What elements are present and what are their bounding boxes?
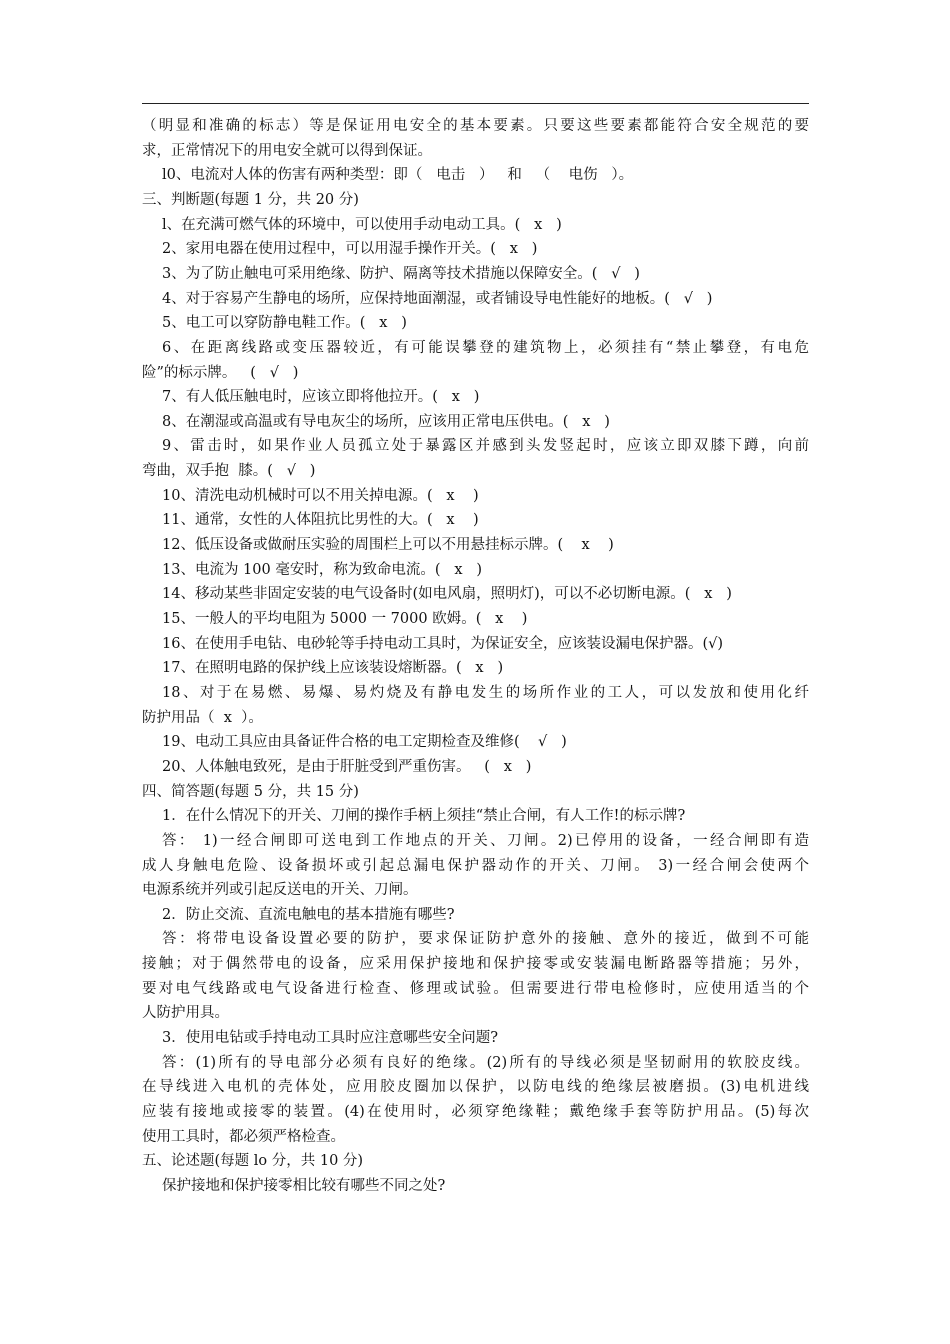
text-line: 要对电气线路或电气设备进行检查、修理或试验。但需要进行带电检修时，应使用适当的个 bbox=[142, 980, 809, 997]
text-line: 4、对于容易产生静电的场所，应保持地面潮湿，或者铺设导电性能好的地板。( √ ) bbox=[162, 290, 713, 307]
text-line: 答：(1)所有的导电部分必须有良好的绝缘。(2)所有的导线必须是坚韧耐用的软胶皮线。 bbox=[162, 1054, 809, 1071]
text-line: 接触；对于偶然带电的设备，应采用保护接地和保护接零或安装漏电断路器等措施；另外， bbox=[142, 956, 809, 973]
text-line: 险”的标示牌。 ( √ ) bbox=[142, 364, 299, 381]
text-line: 20、人体触电致死，是由于肝脏受到严重伤害。 ( x ) bbox=[162, 758, 532, 775]
text-line: 6、在距离线路或变压器较近，有可能误攀登的建筑物上，必须挂有“禁止攀登，有电危 bbox=[162, 339, 809, 356]
text-line: 18、对于在易燃、易爆、易灼烧及有静电发生的场所作业的工人，可以发放和使用化纤 bbox=[162, 684, 809, 701]
text-line: 防护用品（ x ）。 bbox=[142, 709, 263, 726]
text-line: l0、电流对人体的伤害有两种类型：即（ 电击 ） 和 （ 电伤 ）。 bbox=[162, 167, 634, 184]
text-line: （明显和准确的标志）等是保证用电安全的基本要素。只要这些要素都能符合安全规范的要 bbox=[142, 118, 809, 134]
text-line: 15、一般人的平均电阻为 5000 一 7000 欧姆。( x ) bbox=[162, 611, 528, 627]
text-line: 16、在使用手电钻、电砂轮等手持电动工具时，为保证安全，应该装设漏电保护器。(√) bbox=[162, 635, 724, 652]
text-line: 3．使用电钻或手持电动工具时应注意哪些安全问题? bbox=[162, 1030, 498, 1047]
text-line: 保护接地和保护接零相比较有哪些不同之处? bbox=[162, 1177, 446, 1194]
text-line: l、在充满可燃气体的环境中，可以使用手动电动工具。( x ) bbox=[162, 216, 562, 233]
text-line: 答： 1)一经合闸即可送电到工作地点的开关、刀闸。2)已停用的设备，一经合闸即有造 bbox=[162, 832, 809, 849]
text-line: 三、判断题(每题 1 分，共 20 分) bbox=[142, 191, 359, 208]
text-line: 19、电动工具应由具备证件合格的电工定期检查及维修( √ ) bbox=[162, 734, 567, 751]
text-line: 7、有人低压触电时，应该立即将他拉开。( x ) bbox=[162, 389, 480, 406]
text-line: 求，正常情况下的用电安全就可以得到保证。 bbox=[142, 142, 432, 159]
text-line: 应装有接地或接零的装置。(4)在使用时，必须穿绝缘鞋；戴绝缘手套等防护用品。(5)每次 bbox=[142, 1104, 809, 1120]
text-line: 2、家用电器在使用过程中，可以用湿手操作开关。( x ) bbox=[162, 241, 538, 258]
header-rule bbox=[142, 103, 809, 104]
text-line: 14、移动某些非固定安装的电气设备时(如电风扇，照明灯)，可以不必切断电源。( x ) bbox=[162, 586, 732, 603]
text-line: 9、雷击时，如果作业人员孤立处于暴露区并感到头发竖起时，应该立即双膝下蹲，向前 bbox=[162, 438, 809, 455]
text-line: 3、为了防止触电可采用绝缘、防护、隔离等技术措施以保障安全。( √ ) bbox=[162, 265, 640, 282]
text-line: 13、电流为 100 毫安时，称为致命电流。( x ) bbox=[162, 561, 482, 578]
text-line: 使用工具时，都必须严格检查。 bbox=[142, 1128, 345, 1145]
text-line: 弯曲，双手抱 膝。( √ ) bbox=[142, 463, 316, 480]
text-line: 五、论述题(每题 lo 分，共 10 分) bbox=[142, 1153, 364, 1170]
text-line: 5、电工可以穿防静电鞋工作。( x ) bbox=[162, 315, 407, 332]
text-line: 12、低压设备或做耐压实验的周围栏上可以不用悬挂标示牌。( x ) bbox=[162, 537, 614, 554]
text-line: 四、简答题(每题 5 分，共 15 分) bbox=[142, 783, 359, 800]
text-line: 在导线进入电机的壳体处，应用胶皮圈加以保护，以防电线的绝缘层被磨损。(3)电机进线 bbox=[142, 1079, 809, 1096]
text-line: 11、通常，女性的人体阻抗比男性的大。( x ) bbox=[162, 512, 479, 529]
text-line: 答：将带电设备设置必要的防护，要求保证防护意外的接触、意外的接近，做到不可能 bbox=[162, 931, 809, 948]
text-line: 10、清洗电动机械时可以不用关掉电源。( x ) bbox=[162, 487, 479, 504]
text-line: 电源系统并列或引起反送电的开关、刀闸。 bbox=[142, 882, 418, 899]
text-line: 人防护用具。 bbox=[142, 1005, 229, 1022]
text-line: 成人身触电危险、设备损坏或引起总漏电保护器动作的开关、刀闸。 3)一经合闸会使两个 bbox=[142, 857, 809, 874]
text-line: 1．在什么情况下的开关、刀闸的操作手柄上须挂“禁止合闸，有人工作!的标示牌? bbox=[162, 808, 686, 825]
text-line: 2．防止交流、直流电触电的基本措施有哪些? bbox=[162, 906, 455, 923]
text-line: 8、在潮湿或高温或有导电灰尘的场所，应该用正常电压供电。( x ) bbox=[162, 413, 610, 430]
text-line: 17、在照明电路的保护线上应该装设熔断器。( x ) bbox=[162, 660, 504, 677]
